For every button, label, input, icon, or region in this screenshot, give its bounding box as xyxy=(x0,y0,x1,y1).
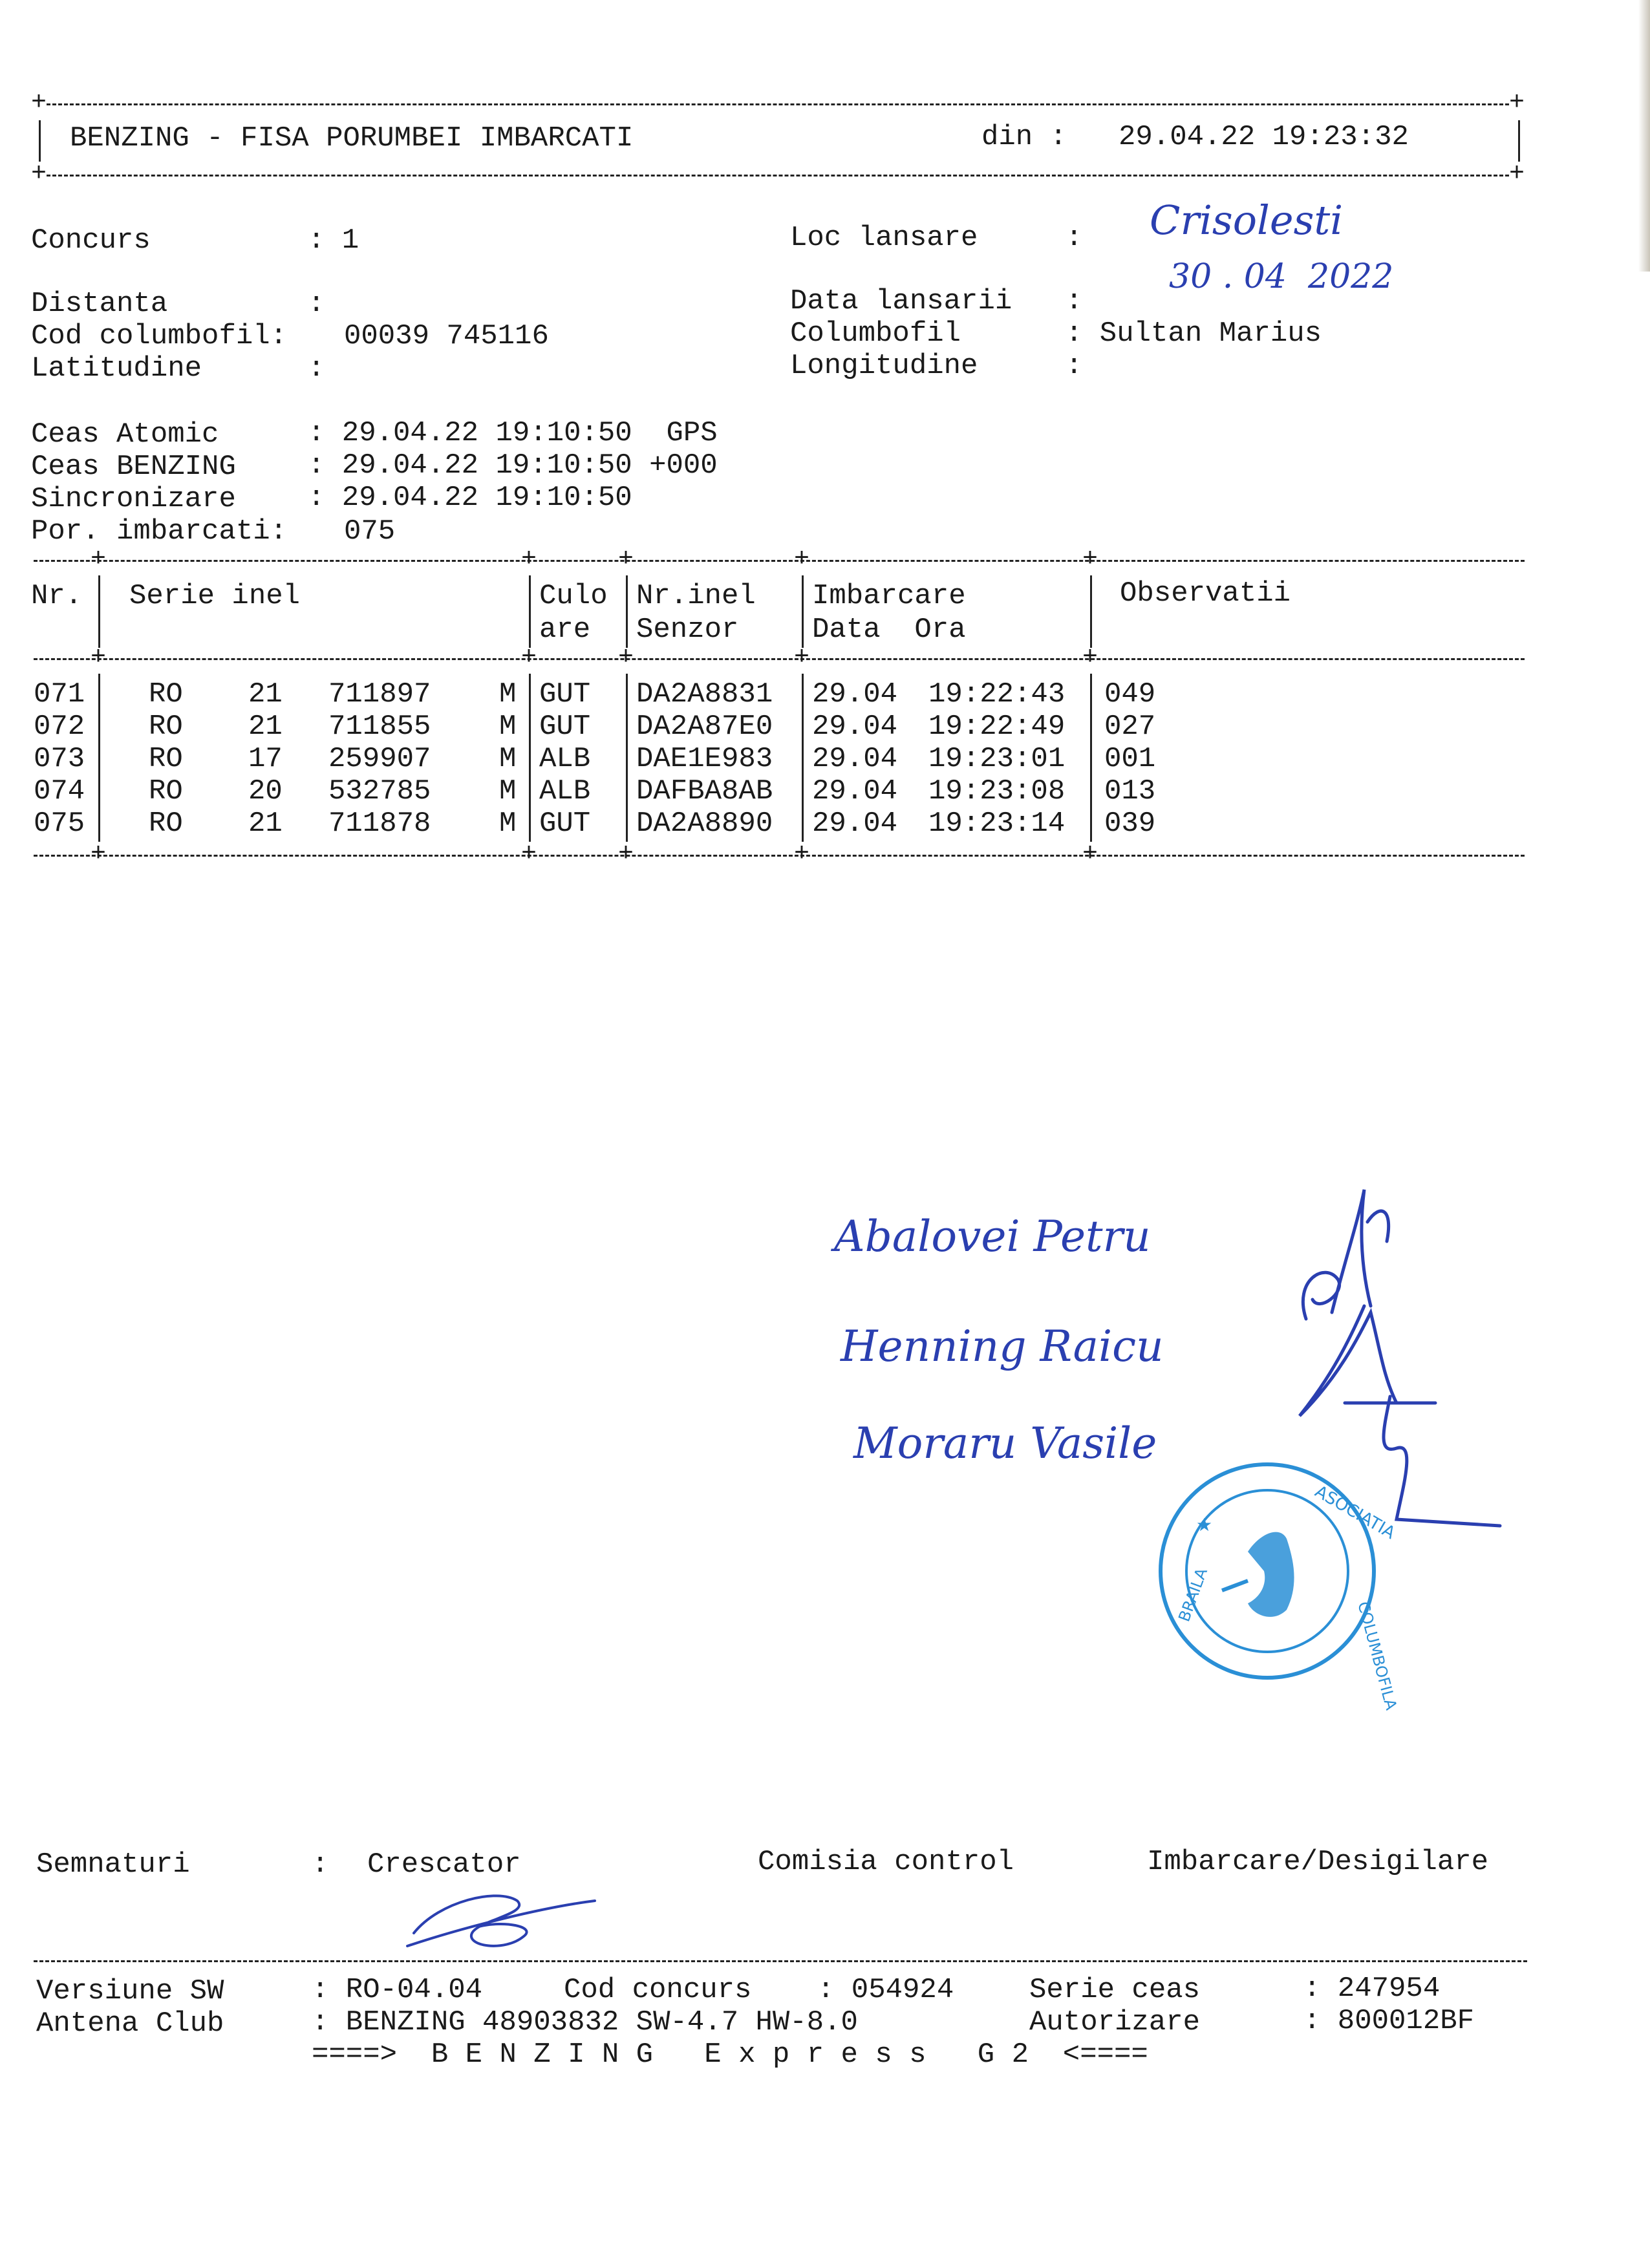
cod-columbofil-value: 00039 745116 xyxy=(344,320,549,352)
corner-mark: + xyxy=(31,160,47,189)
cell-culoare: GUT xyxy=(539,711,591,743)
cell-ora: 19:22:43 xyxy=(928,678,1066,711)
cell-sex: M xyxy=(499,808,517,840)
signature-name: Abalovei Petru xyxy=(834,1212,1151,1261)
cell-data: 29.04 xyxy=(812,678,898,711)
cell-ora: 19:23:01 xyxy=(928,743,1066,775)
header-culoare-2: are xyxy=(539,614,591,646)
header-right-bar xyxy=(1518,120,1520,162)
longitudine-value: : xyxy=(1066,350,1083,382)
ceas-benzing-label: Ceas BENZING xyxy=(31,451,236,483)
col-divider xyxy=(802,575,804,648)
cell-senzor: DAFBA8AB xyxy=(636,775,773,808)
cell-tara: RO xyxy=(149,808,183,840)
col-joint: + xyxy=(91,545,107,574)
handwritten-location: Crisolesti xyxy=(1150,197,1344,244)
header-nr-inel-1: Nr.inel xyxy=(636,580,756,612)
header-imbarcare-1: Imbarcare xyxy=(812,580,966,612)
autorizare-label: Autorizare xyxy=(1029,2006,1201,2038)
cell-culoare: GUT xyxy=(539,808,591,840)
cell-observatii: 013 xyxy=(1104,775,1156,808)
cell-ora: 19:23:14 xyxy=(928,808,1066,840)
cell-observatii: 027 xyxy=(1104,711,1156,743)
signature-name: Moraru Vasile xyxy=(853,1418,1157,1468)
col-joint: + xyxy=(794,840,810,869)
por-imbarcati-label: Por. imbarcati: xyxy=(31,515,288,548)
cell-culoare: GUT xyxy=(539,678,591,711)
cell-ora: 19:23:08 xyxy=(928,775,1066,808)
header-nr: Nr. xyxy=(31,580,83,612)
col-divider xyxy=(626,575,628,648)
col-joint: + xyxy=(794,545,810,574)
cell-tara: RO xyxy=(149,711,183,743)
loc-lansare-colon: : xyxy=(1066,222,1083,254)
header-left-bar xyxy=(39,120,41,162)
header-culoare-1: Culo xyxy=(539,580,608,612)
data-lansarii-colon: : xyxy=(1066,285,1083,317)
svg-text:COLUMBOFILA: COLUMBOFILA xyxy=(1354,1599,1400,1712)
cell-sex: M xyxy=(499,678,517,711)
col-divider xyxy=(98,575,100,648)
cell-senzor: DA2A87E0 xyxy=(636,711,773,743)
col-joint: + xyxy=(1082,643,1098,672)
cell-ora: 19:22:49 xyxy=(928,711,1066,743)
imbarcare-desigilare-label: Imbarcare/Desigilare xyxy=(1147,1846,1489,1878)
benzing-express-banner: ====> B E N Z I N G E x p r e s s G 2 <==== xyxy=(312,2038,1148,2071)
cell-culoare: ALB xyxy=(539,775,591,808)
col-joint: + xyxy=(91,643,107,672)
serie-ceas-label: Serie ceas xyxy=(1029,1974,1201,2006)
col-divider xyxy=(529,575,531,648)
longitudine-label: Longitudine xyxy=(790,350,978,382)
cell-culoare: ALB xyxy=(539,743,591,775)
cod-columbofil-label: Cod columbofil: xyxy=(31,320,288,352)
cell-data: 29.04 xyxy=(812,775,898,808)
svg-text:ASOCIATIA: ASOCIATIA xyxy=(1311,1482,1398,1543)
por-imbarcati-value: 075 xyxy=(344,515,396,548)
cell-inel: 711878 xyxy=(328,808,431,840)
corner-mark: + xyxy=(31,89,47,118)
cell-senzor: DA2A8831 xyxy=(636,678,773,711)
cell-data: 29.04 xyxy=(812,743,898,775)
cell-senzor: DAE1E983 xyxy=(636,743,773,775)
col-joint: + xyxy=(521,643,537,672)
col-divider xyxy=(98,674,100,842)
cell-nr: 073 xyxy=(34,743,85,775)
cod-concurs-label: Cod concurs xyxy=(564,1974,752,2006)
cell-tara: RO xyxy=(149,678,183,711)
cell-sex: M xyxy=(499,743,517,775)
table-bottom-rule xyxy=(34,855,1525,857)
corner-mark: + xyxy=(1509,89,1525,118)
antena-club-value: : BENZING 48903832 SW-4.7 HW-8.0 xyxy=(312,2006,858,2038)
col-divider xyxy=(529,674,531,842)
distanta-label: Distanta xyxy=(31,288,168,320)
serie-ceas-value: : 247954 xyxy=(1303,1973,1441,2005)
crescator-signature xyxy=(401,1875,608,1959)
columbofil-value: : Sultan Marius xyxy=(1066,317,1322,350)
cell-inel: 711897 xyxy=(328,678,431,711)
ceas-atomic-value: : 29.04.22 19:10:50 GPS xyxy=(308,417,718,449)
cell-an: 21 xyxy=(248,711,283,743)
distanta-value: : xyxy=(308,288,325,320)
header-imbarcare-2: Data Ora xyxy=(812,614,966,646)
col-divider xyxy=(802,674,804,842)
corner-mark: + xyxy=(1509,160,1525,189)
col-joint: + xyxy=(794,643,810,672)
col-joint: + xyxy=(1082,840,1098,869)
col-joint: + xyxy=(618,643,634,672)
autorizare-value: : 800012BF xyxy=(1303,2005,1475,2037)
handwritten-date: 30 . 04 2022 xyxy=(1169,257,1394,296)
semnaturi-label: Semnaturi xyxy=(36,1848,190,1881)
cell-observatii: 001 xyxy=(1104,743,1156,775)
semnaturi-colon: : xyxy=(312,1848,329,1881)
cell-an: 21 xyxy=(248,678,283,711)
cell-tara: RO xyxy=(149,743,183,775)
latitudine-value: : xyxy=(308,352,325,385)
sincronizare-label: Sincronizare xyxy=(31,483,236,515)
ceas-atomic-label: Ceas Atomic xyxy=(31,418,219,451)
col-joint: + xyxy=(91,840,107,869)
table-header-rule xyxy=(34,658,1525,660)
col-joint: + xyxy=(521,840,537,869)
cell-inel: 532785 xyxy=(328,775,431,808)
cell-inel: 259907 xyxy=(328,743,431,775)
signature-name: Henning Raicu xyxy=(841,1321,1164,1371)
col-divider xyxy=(626,674,628,842)
latitudine-label: Latitudine xyxy=(31,352,202,385)
cell-inel: 711855 xyxy=(328,711,431,743)
versiune-sw-value: : RO-04.04 xyxy=(312,1974,483,2006)
antena-club-label: Antena Club xyxy=(36,2007,224,2040)
col-joint: + xyxy=(1082,545,1098,574)
col-joint: + xyxy=(521,545,537,574)
cod-concurs-value: : 054924 xyxy=(817,1974,954,2006)
cell-sex: M xyxy=(499,711,517,743)
cell-observatii: 049 xyxy=(1104,678,1156,711)
sincronizare-value: : 29.04.22 19:10:50 xyxy=(308,482,632,514)
crescator-label: Crescator xyxy=(367,1848,521,1881)
ceas-benzing-value: : 29.04.22 19:10:50 +000 xyxy=(308,449,718,482)
cell-nr: 072 xyxy=(34,711,85,743)
cell-an: 17 xyxy=(248,743,283,775)
association-stamp xyxy=(1151,1455,1400,1712)
header-top-rule xyxy=(47,103,1509,105)
header-serie-inel: Serie inel xyxy=(129,580,301,612)
cell-nr: 071 xyxy=(34,678,85,711)
footer-rule xyxy=(34,1960,1527,1962)
columbofil-label: Columbofil xyxy=(790,317,961,350)
svg-text:BRAILA: BRAILA xyxy=(1175,1565,1212,1625)
cell-data: 29.04 xyxy=(812,711,898,743)
cell-tara: RO xyxy=(149,775,183,808)
col-divider xyxy=(1090,575,1092,648)
cell-nr: 074 xyxy=(34,775,85,808)
concurs-label: Concurs xyxy=(31,224,151,257)
col-joint: + xyxy=(618,545,634,574)
concurs-value: : 1 xyxy=(308,224,359,257)
header-nr-inel-2: Senzor xyxy=(636,614,739,646)
cell-senzor: DA2A8890 xyxy=(636,808,773,840)
header-observatii: Observatii xyxy=(1120,577,1291,610)
cell-nr: 075 xyxy=(34,808,85,840)
loc-lansare-label: Loc lansare xyxy=(790,222,978,254)
document-title: BENZING - FISA PORUMBEI IMBARCATI xyxy=(70,122,634,155)
cell-sex: M xyxy=(499,775,517,808)
data-lansarii-label: Data lansarii xyxy=(790,285,1012,317)
col-joint: + xyxy=(618,840,634,869)
cell-observatii: 039 xyxy=(1104,808,1156,840)
cell-an: 21 xyxy=(248,808,283,840)
page-edge-shadow xyxy=(1638,0,1650,272)
col-divider xyxy=(1090,674,1092,842)
svg-text:★: ★ xyxy=(1196,1514,1213,1535)
cell-an: 20 xyxy=(248,775,283,808)
din-value: 29.04.22 19:23:32 xyxy=(1119,121,1409,153)
cell-data: 29.04 xyxy=(812,808,898,840)
din-label: din : xyxy=(981,121,1067,153)
comisia-control-label: Comisia control xyxy=(758,1846,1014,1878)
table-top-rule xyxy=(34,560,1525,562)
versiune-sw-label: Versiune SW xyxy=(36,1975,224,2007)
header-bottom-rule xyxy=(47,175,1509,177)
